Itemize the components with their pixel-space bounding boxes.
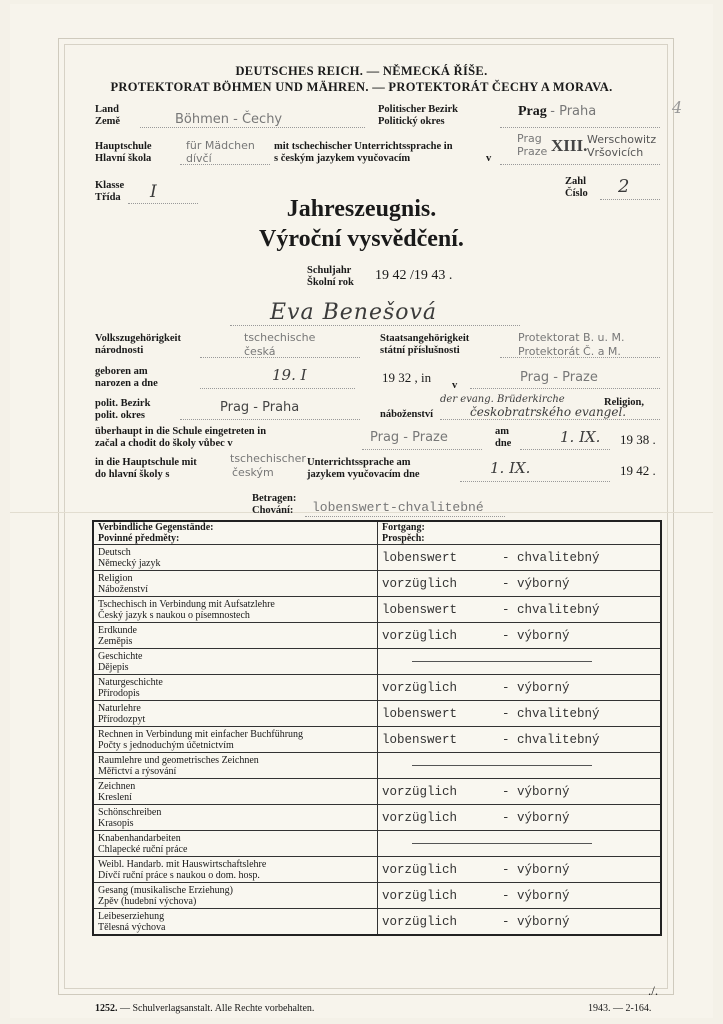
school-label-de: Hauptschule — [95, 141, 152, 152]
grade-row — [93, 727, 661, 753]
volks-value-de: tschechische — [244, 331, 316, 344]
born-place-line — [470, 388, 660, 389]
subject-de: Zeichnen — [98, 780, 136, 792]
haupt-rest-cs: jazykem vyučovacím dne — [307, 469, 420, 480]
klasse-label-de: Klasse — [95, 180, 125, 191]
subject-cs: Německý jazyk — [98, 557, 161, 569]
bezirk-label-de: Politischer Bezirk — [378, 104, 458, 115]
school-lang-cs: s českým jazykem vyučovacím — [274, 153, 411, 164]
grade-de: vorzüglich — [382, 628, 458, 643]
betragen-label-de: Betragen: — [252, 493, 297, 504]
religion-label-de: Religion, — [604, 397, 644, 408]
haupt-date: 1. IX. — [490, 459, 531, 477]
grade-row — [93, 649, 661, 675]
staat-line — [500, 357, 660, 358]
entry-place: Prag - Praze — [370, 430, 448, 445]
no-grade-dash — [412, 661, 592, 662]
staat-value-cs: Protektorát Č. a M. — [518, 345, 621, 358]
pb-label-cs: polit. okres — [95, 410, 145, 421]
grade-cs: - chvalitebný — [502, 706, 600, 721]
grade-row — [93, 831, 661, 857]
subject-cs: Zeměpis — [98, 635, 133, 647]
subject-cell — [93, 597, 378, 623]
entry-label-de: überhaupt in die Schule eingetreten in — [95, 426, 267, 437]
grade-cell — [378, 623, 662, 649]
subject-de: Leibeserziehung — [98, 910, 165, 922]
subject-cell — [93, 753, 378, 779]
school-in-cs: v — [486, 153, 492, 164]
header-line-2: PROTEKTORAT BÖHMEN UND MÄHREN. — PROTEKTORÁT ČECHY A MORAVA. — [110, 80, 613, 94]
grade-cs: - chvalitebný — [502, 732, 600, 747]
volks-line — [200, 357, 360, 358]
grade-row — [93, 597, 661, 623]
subject-de: Naturgeschichte — [98, 676, 163, 688]
land-line — [140, 127, 365, 128]
grades-table — [92, 520, 662, 936]
grade-cell — [378, 909, 662, 936]
footer-left — [95, 1003, 314, 1014]
entry-dne: dne — [495, 438, 512, 449]
col1-de: Verbindliche Gegenstände: — [98, 522, 214, 533]
subject-de: Rechnen in Verbindung mit einfacher Buchführung — [98, 728, 304, 740]
grade-row — [93, 623, 661, 649]
year-value: 19 42 /19 43 . — [375, 268, 453, 283]
pb-value: Prag - Praha — [220, 400, 300, 415]
zahl-value: 2 — [618, 176, 630, 197]
zahl-label-cs: Číslo — [565, 188, 588, 199]
grade-de: vorzüglich — [382, 810, 458, 825]
year-label-cs: Školní rok — [307, 277, 354, 288]
district-line — [500, 164, 660, 165]
zahl-label-de: Zahl — [565, 176, 587, 187]
subject-cs: Počty s jednoduchým účetnictvím — [98, 739, 234, 751]
footer-left-num: 1252. — [95, 1003, 118, 1014]
grade-cell — [378, 571, 662, 597]
betragen-line — [305, 516, 505, 517]
betragen-value: lobenswert-chvalitebné — [312, 500, 484, 515]
subject-de: Tschechisch in Verbindung mit Aufsatzlehre — [98, 598, 275, 610]
betragen-label-cs: Chování: — [252, 505, 294, 516]
page-mark: ./. — [648, 983, 659, 998]
staat-value-de: Protektorat B. u. M. — [518, 331, 625, 344]
grade-cs: - výborný — [502, 576, 570, 591]
staat-label-cs: státní příslušnosti — [380, 345, 460, 356]
volks-label-cs: národnosti — [95, 345, 144, 356]
land-label-de: Land — [95, 104, 119, 115]
bezirk-value — [518, 104, 596, 120]
grade-cs: - výborný — [502, 888, 570, 903]
haupt-lang-de: tschechischer — [230, 452, 306, 465]
haupt-label-cs: do hlavní školy s — [95, 469, 170, 480]
grade-row — [93, 805, 661, 831]
religion-value-1: der evang. Brüderkirche — [440, 394, 565, 405]
entry-am: am — [495, 426, 509, 437]
grade-cs: - výborný — [502, 680, 570, 695]
born-date: 19. I — [272, 366, 307, 384]
grade-cs: - chvalitebný — [502, 602, 600, 617]
grade-cell — [378, 779, 662, 805]
born-year-cs: v — [452, 380, 458, 391]
col-grades-header — [378, 521, 662, 545]
haupt-rest-de: Unterrichtssprache am — [307, 457, 411, 468]
haupt-lang-cs: českým — [232, 466, 274, 479]
grade-row — [93, 909, 661, 936]
grades-header-row — [93, 521, 661, 545]
grade-cell — [378, 727, 662, 753]
religion-line — [440, 419, 660, 420]
subject-cell — [93, 831, 378, 857]
grade-de: vorzüglich — [382, 680, 458, 695]
grade-de: vorzüglich — [382, 914, 458, 929]
subject-de: Geschichte — [98, 650, 143, 662]
religion-value-2: českobratrského evangel. — [470, 405, 627, 419]
subject-cs: Chlapecké ruční práce — [98, 843, 188, 855]
subject-cell — [93, 571, 378, 597]
bezirk-line — [500, 127, 660, 128]
grade-cell — [378, 701, 662, 727]
subject-cell — [93, 675, 378, 701]
col-subjects-header — [93, 521, 378, 545]
grade-row — [93, 545, 661, 571]
grade-cell — [378, 545, 662, 571]
subject-cell — [93, 623, 378, 649]
district-de: Werschowitz — [587, 133, 657, 146]
grade-de: vorzüglich — [382, 862, 458, 877]
entry-date-line — [520, 449, 610, 450]
haupt-label-de: in die Hauptschule mit — [95, 457, 197, 468]
entry-place-line — [362, 449, 482, 450]
subject-cell — [93, 727, 378, 753]
title-de: Jahreszeugnis. — [286, 196, 437, 222]
grade-de: vorzüglich — [382, 888, 458, 903]
school-label-cs: Hlavní škola — [95, 153, 152, 164]
header-line-1: DEUTSCHES REICH. — NĚMECKÁ ŘÍŠE. — [235, 64, 488, 78]
grade-de: lobenswert — [382, 732, 458, 747]
school-type-cs: dívčí — [186, 152, 212, 165]
subject-cell — [93, 805, 378, 831]
subject-cs: Dívčí ruční práce s naukou o dom. hosp. — [98, 869, 260, 881]
staat-label-de: Staatsangehörigkeit — [380, 333, 470, 344]
subject-cs: Český jazyk s naukou o písemnostech — [98, 609, 250, 621]
entry-year: 19 38 . — [620, 432, 656, 447]
col2-cs: Prospěch: — [382, 533, 425, 544]
klasse-label-cs: Třída — [95, 192, 121, 203]
bezirk-value-rest: - Praha — [550, 104, 597, 119]
klasse-value: I — [150, 182, 157, 202]
place-bottom: Praze — [517, 145, 548, 158]
grade-cell — [378, 883, 662, 909]
grade-row — [93, 701, 661, 727]
subject-de: Erdkunde — [98, 624, 137, 636]
subject-cs: Kreslení — [98, 791, 132, 803]
school-type-de: für Mädchen — [186, 139, 255, 152]
footer-right: 1943. — 2-164. — [588, 1003, 652, 1014]
footer-left-text: — Schulverlagsanstalt. Alle Rechte vorbehalten. — [120, 1003, 315, 1014]
subject-de: Knabenhandarbeiten — [98, 832, 181, 844]
grade-cs: - výborný — [502, 810, 570, 825]
pb-line — [180, 419, 360, 420]
name-line — [230, 325, 520, 326]
grade-row — [93, 857, 661, 883]
subject-cs: Krasopis — [98, 817, 134, 829]
grade-cs: - výborný — [502, 628, 570, 643]
land-label-cs: Země — [95, 116, 121, 127]
religion-label-cs: náboženství — [380, 409, 434, 420]
haupt-year: 19 42 . — [620, 463, 656, 478]
subject-cell — [93, 545, 378, 571]
school-type-line — [180, 164, 270, 165]
grade-row — [93, 883, 661, 909]
grade-cell — [378, 753, 662, 779]
subject-cell — [93, 701, 378, 727]
subject-cs: Přírodozpyt — [98, 713, 146, 725]
subject-cs: Dějepis — [98, 661, 129, 673]
subject-de: Naturlehre — [98, 702, 141, 714]
haupt-date-line — [460, 481, 610, 482]
grade-de: lobenswert — [382, 706, 458, 721]
grade-cell — [378, 831, 662, 857]
born-label-cs: narozen a dne — [95, 378, 158, 389]
subject-cs: Měřictví a rýsování — [98, 765, 177, 777]
pb-label-de: polit. Bezirk — [95, 398, 151, 409]
grade-cell — [378, 597, 662, 623]
subject-cs: Náboženství — [98, 583, 148, 595]
place-top: Prag — [517, 132, 542, 145]
subject-cs: Zpěv (hudební výchova) — [98, 895, 197, 907]
subject-de: Weibl. Handarb. mit Hauswirtschaftslehre — [98, 858, 267, 870]
grade-de: vorzüglich — [382, 784, 458, 799]
grade-cell — [378, 649, 662, 675]
subject-cell — [93, 649, 378, 675]
born-label-de: geboren am — [95, 366, 148, 377]
year-label-de: Schuljahr — [307, 265, 352, 276]
born-date-line — [200, 388, 355, 389]
subject-cell — [93, 779, 378, 805]
grade-cell — [378, 675, 662, 701]
grade-cs: - výborný — [502, 784, 570, 799]
subject-de: Raumlehre und geometrisches Zeichnen — [98, 754, 259, 766]
grade-cs: - chvalitebný — [502, 550, 600, 565]
district-number: XIII. — [551, 136, 588, 155]
subject-cell — [93, 857, 378, 883]
grade-cell — [378, 805, 662, 831]
grade-row — [93, 571, 661, 597]
grade-row — [93, 753, 661, 779]
subject-cell — [93, 883, 378, 909]
grade-de: lobenswert — [382, 550, 458, 565]
grade-cs: - výborný — [502, 862, 570, 877]
col1-cs: Povinné předměty: — [98, 533, 180, 544]
margin-mark: 4 — [672, 98, 683, 117]
no-grade-dash — [412, 765, 592, 766]
bezirk-label-cs: Politický okres — [378, 116, 445, 127]
school-lang-de: mit tschechischer Unterrichtssprache in — [274, 141, 453, 152]
subject-cs: Přírodopis — [98, 687, 140, 699]
no-grade-dash — [412, 843, 592, 844]
subject-de: Deutsch — [98, 546, 131, 558]
subject-de: Religion — [98, 572, 133, 584]
born-place: Prag - Praze — [520, 370, 598, 385]
born-year: 19 32 , in — [382, 370, 432, 385]
grade-row — [93, 779, 661, 805]
entry-label-cs: začal a chodit do školy vůbec v — [95, 438, 233, 449]
entry-date: 1. IX. — [560, 428, 601, 446]
subject-cs: Tělesná výchova — [98, 921, 166, 933]
subject-de: Schönschreiben — [98, 806, 162, 818]
grade-de: lobenswert — [382, 602, 458, 617]
student-name: Eva Benešová — [270, 300, 438, 325]
grade-cell — [378, 857, 662, 883]
district-cs: Vršovicích — [587, 146, 644, 159]
land-value: Böhmen - Čechy — [175, 112, 283, 127]
title-cs: Výroční vysvědčení. — [259, 226, 464, 252]
subject-cell — [93, 909, 378, 936]
grade-row — [93, 675, 661, 701]
col2-de: Fortgang: — [382, 522, 425, 533]
subject-de: Gesang (musikalische Erziehung) — [98, 884, 233, 896]
volks-value-cs: česká — [244, 345, 276, 358]
grade-de: vorzüglich — [382, 576, 458, 591]
volks-label-de: Volkszugehörigkeit — [95, 333, 181, 344]
bezirk-value-bold: Prag — [518, 104, 547, 119]
grade-cs: - výborný — [502, 914, 570, 929]
